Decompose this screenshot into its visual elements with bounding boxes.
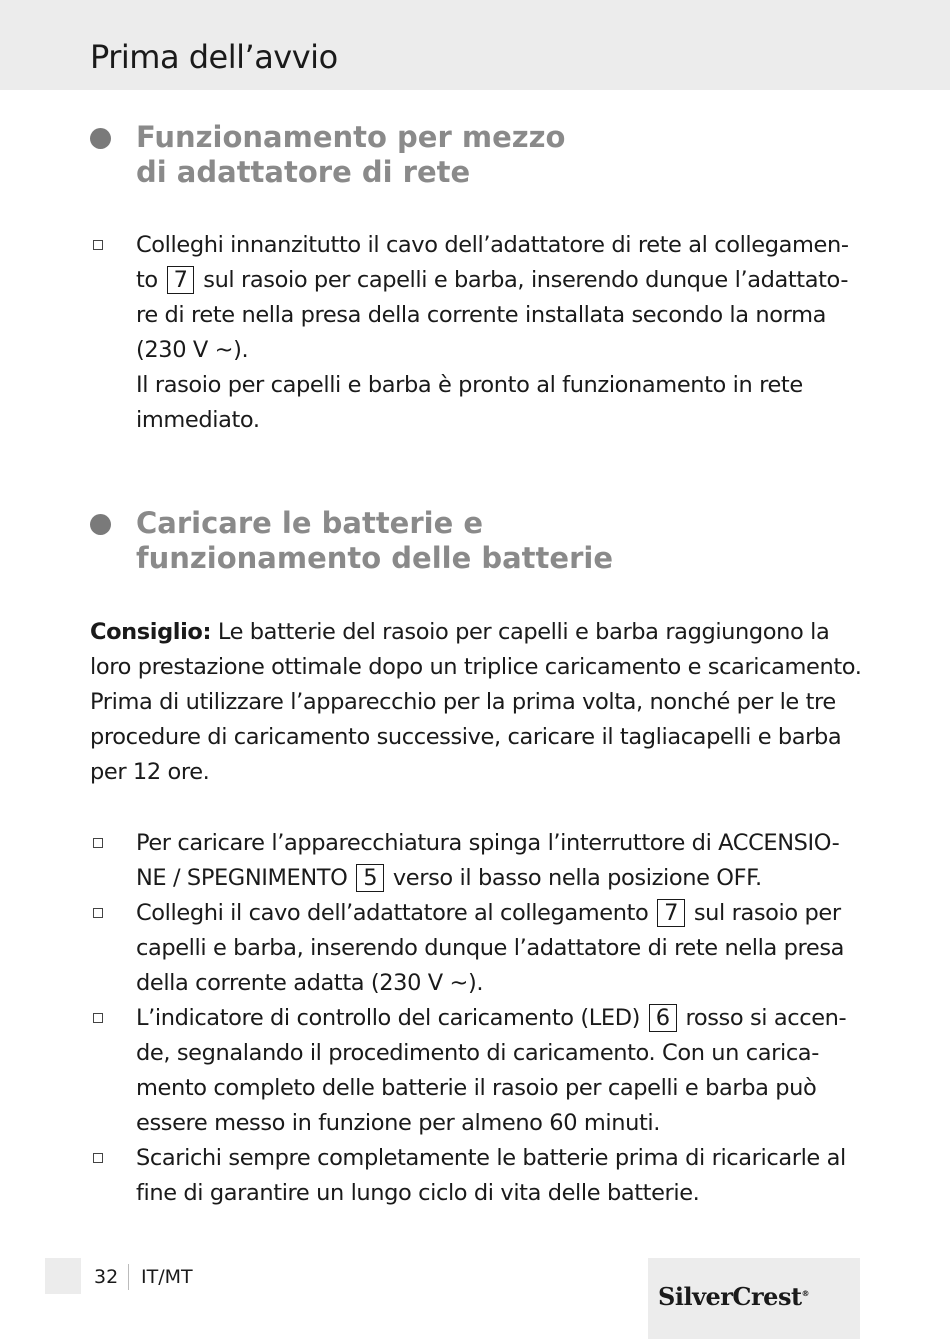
page-number: 32 xyxy=(94,1264,129,1290)
instructions-list-mains xyxy=(90,228,865,438)
section-bullet-icon xyxy=(90,514,111,535)
list-item-note: Il rasoio per capelli e barba è pronto al funzionamento in rete immediato. xyxy=(136,372,803,433)
checkbox-bullet-icon xyxy=(93,240,103,250)
list-item: Scarichi sempre completamente le batterie prima di ricaricarle al fine di garantire un lungo ciclo di vita delle batterie. xyxy=(90,1141,865,1211)
list-item: Per caricare l’apparecchiatura spinga l’interruttore di ACCENSIO-NE / SPEGNIMENTO 5 verso il basso nella posizione OFF. xyxy=(90,826,865,896)
section-heading-line: Caricare le batterie e xyxy=(136,506,484,540)
brand-logo-box xyxy=(648,1258,860,1339)
list-item: Colleghi innanzitutto il cavo dell’adattatore di rete al collegamen-to 7 sul rasoio per capelli e barba, inserendo dunque l’adattato-re di rete nella presa della corrente installata secondo la norma (230 V ~). Il rasoio per capelli e barba è pronto al funzionamento in rete immediato. xyxy=(90,228,865,438)
list-item: Colleghi il cavo dell’adattatore al collegamento 7 sul rasoio per capelli e barba, inserendo dunque l’adattatore di rete nella presa della corrente adatta (230 V ~). xyxy=(90,896,865,1001)
part-reference-badge: 7 xyxy=(167,266,195,294)
page-title: Prima dell’avvio xyxy=(90,38,338,76)
section-heading-line: funzionamento delle batterie xyxy=(136,541,613,575)
tip-text: Le batterie del rasoio per capelli e barba raggiungono la loro prestazione ottimale dopo un triplice caricamento e scaricamento. Prima di utilizzare l’apparecchio per la prima volta, nonché per le tre procedure di caricamento successive, caricare il tagliacapelli e barba per 12 ore. xyxy=(90,619,862,785)
checkbox-bullet-icon xyxy=(93,838,103,848)
list-item: L’indicatore di controllo del caricamento (LED) 6 rosso si accen-de, segnalando il procedimento di caricamento. Con un carica-mento completo delle batterie il rasoio per capelli e barba può essere messo in funzione per almeno 60 minuti. xyxy=(90,1001,865,1141)
instructions-list-batteries xyxy=(90,826,865,1211)
tip-label: Consiglio: xyxy=(90,619,212,645)
checkbox-bullet-icon xyxy=(93,1153,103,1163)
part-reference-badge: 5 xyxy=(356,864,384,892)
part-reference-badge: 6 xyxy=(649,1004,677,1032)
section-heading-line: di adattatore di rete xyxy=(136,155,471,189)
section-bullet-icon xyxy=(90,128,111,149)
silvercrest-logo: SilverCrest® xyxy=(658,1282,810,1311)
footer-tab-marker xyxy=(45,1258,81,1294)
section-heading-line: Funzionamento per mezzo xyxy=(136,120,566,154)
checkbox-bullet-icon xyxy=(93,1013,103,1023)
part-reference-badge: 7 xyxy=(657,899,685,927)
locale-label: IT/MT xyxy=(141,1266,193,1288)
tip-paragraph xyxy=(90,615,865,790)
checkbox-bullet-icon xyxy=(93,908,103,918)
